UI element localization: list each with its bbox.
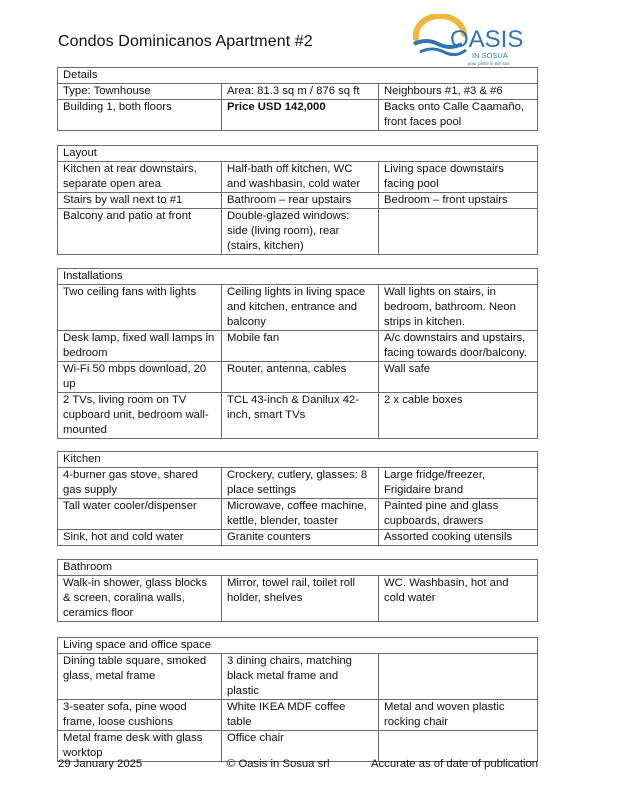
table-row bbox=[58, 393, 538, 439]
footer-copyright: © Oasis in Sosua srl bbox=[227, 758, 330, 770]
table-row bbox=[58, 700, 538, 731]
cell: Balcony and patio at front bbox=[58, 209, 222, 255]
cell: Two ceiling fans with lights bbox=[58, 285, 222, 331]
table-row bbox=[58, 362, 538, 393]
table-row bbox=[58, 193, 538, 209]
page-title: Condos Dominicanos Apartment #2 bbox=[58, 33, 313, 50]
section-header: Kitchen bbox=[58, 452, 538, 468]
footer-date: 29 January 2025 bbox=[58, 758, 143, 770]
section-header: Installations bbox=[58, 269, 538, 285]
footer-note: Accurate as of date of publication bbox=[371, 758, 539, 770]
cell: Area: 81.3 sq m / 876 sq ft bbox=[222, 84, 379, 100]
cell: Backs onto Calle Caamaño, front faces pool bbox=[379, 100, 538, 131]
table-row bbox=[58, 100, 538, 131]
cell: 3 dining chairs, matching black metal frame and plastic bbox=[222, 654, 379, 700]
cell: White IKEA MDF coffee table bbox=[222, 700, 379, 731]
cell: Bedroom – front upstairs bbox=[379, 193, 538, 209]
table-row bbox=[58, 468, 538, 499]
cell: Assorted cooking utensils bbox=[379, 530, 538, 546]
cell: Wi-Fi 50 mbps download, 20 up bbox=[58, 362, 222, 393]
cell: Crockery, cutlery, glasses: 8 place settings bbox=[222, 468, 379, 499]
cell: Mobile fan bbox=[222, 331, 379, 362]
cell: 2 x cable boxes bbox=[379, 393, 538, 439]
cell: Neighbours #1, #3 & #6 bbox=[379, 84, 538, 100]
table-row bbox=[58, 576, 538, 622]
cell: Living space downstairs facing pool bbox=[379, 162, 538, 193]
cell: Granite counters bbox=[222, 530, 379, 546]
cell: TCL 43-inch & Danilux 42-inch, smart TVs bbox=[222, 393, 379, 439]
installations-table bbox=[57, 268, 538, 439]
cell bbox=[379, 654, 538, 700]
section-header: Bathroom bbox=[58, 560, 538, 576]
cell: Dining table square, smoked glass, metal frame bbox=[58, 654, 222, 700]
cell: Microwave, coffee machine, kettle, blender, toaster bbox=[222, 499, 379, 530]
oasis-logo bbox=[412, 14, 532, 68]
cell: Stairs by wall next to #1 bbox=[58, 193, 222, 209]
logo-sub: IN SOSUA bbox=[472, 51, 508, 60]
kitchen-table bbox=[57, 451, 538, 546]
table-row bbox=[58, 654, 538, 700]
cell: Wall lights on stairs, in bedroom, bathroom. Neon strips in kitchen. bbox=[379, 285, 538, 331]
cell: Walk-in shower, glass blocks & screen, coralina walls, ceramics floor bbox=[58, 576, 222, 622]
cell: Large fridge/freezer, Frigidaire brand bbox=[379, 468, 538, 499]
cell: Metal frame desk with glass worktop bbox=[58, 731, 222, 762]
table-row bbox=[58, 499, 538, 530]
price-cell: Price USD 142,000 bbox=[222, 100, 379, 131]
cell: Tall water cooler/dispenser bbox=[58, 499, 222, 530]
section-header: Layout bbox=[58, 146, 538, 162]
logo-word: OASIS bbox=[450, 26, 524, 53]
cell: WC. Washbasin, hot and cold water bbox=[379, 576, 538, 622]
cell: Building 1, both floors bbox=[58, 100, 222, 131]
section-header: Living space and office space bbox=[58, 638, 538, 654]
cell: Sink, hot and cold water bbox=[58, 530, 222, 546]
cell: Mirror, towel rail, toilet roll holder, shelves bbox=[222, 576, 379, 622]
cell bbox=[379, 731, 538, 762]
table-row bbox=[58, 530, 538, 546]
table-row bbox=[58, 162, 538, 193]
cell: Painted pine and glass cupboards, drawers bbox=[379, 499, 538, 530]
bathroom-table bbox=[57, 559, 538, 622]
cell: Metal and woven plastic rocking chair bbox=[379, 700, 538, 731]
details-table bbox=[57, 67, 538, 131]
table-row bbox=[58, 285, 538, 331]
cell: 2 TVs, living room on TV cupboard unit, bedroom wall-mounted bbox=[58, 393, 222, 439]
section-header: Details bbox=[58, 68, 538, 84]
cell: 4-burner gas stove, shared gas supply bbox=[58, 468, 222, 499]
table-row bbox=[58, 84, 538, 100]
table-row bbox=[58, 331, 538, 362]
cell: Half-bath off kitchen, WC and washbasin, cold water bbox=[222, 162, 379, 193]
cell: Router, antenna, cables bbox=[222, 362, 379, 393]
cell: 3-seater sofa, pine wood frame, loose cushions bbox=[58, 700, 222, 731]
cell: Kitchen at rear downstairs, separate open area bbox=[58, 162, 222, 193]
living-space-table bbox=[57, 637, 538, 762]
cell: Bathroom – rear upstairs bbox=[222, 193, 379, 209]
cell: Desk lamp, fixed wall lamps in bedroom bbox=[58, 331, 222, 362]
logo-tagline: your place in the sun bbox=[468, 61, 510, 66]
cell: Ceiling lights in living space and kitchen, entrance and balcony bbox=[222, 285, 379, 331]
cell: Office chair bbox=[222, 731, 379, 762]
cell: A/c downstairs and upstairs, facing towards door/balcony. bbox=[379, 331, 538, 362]
cell: Wall safe bbox=[379, 362, 538, 393]
cell: Type: Townhouse bbox=[58, 84, 222, 100]
cell: Double-glazed windows: side (living room), rear (stairs, kitchen) bbox=[222, 209, 379, 255]
table-row bbox=[58, 209, 538, 255]
cell bbox=[379, 209, 538, 255]
table-row bbox=[58, 731, 538, 762]
layout-table bbox=[57, 145, 538, 255]
